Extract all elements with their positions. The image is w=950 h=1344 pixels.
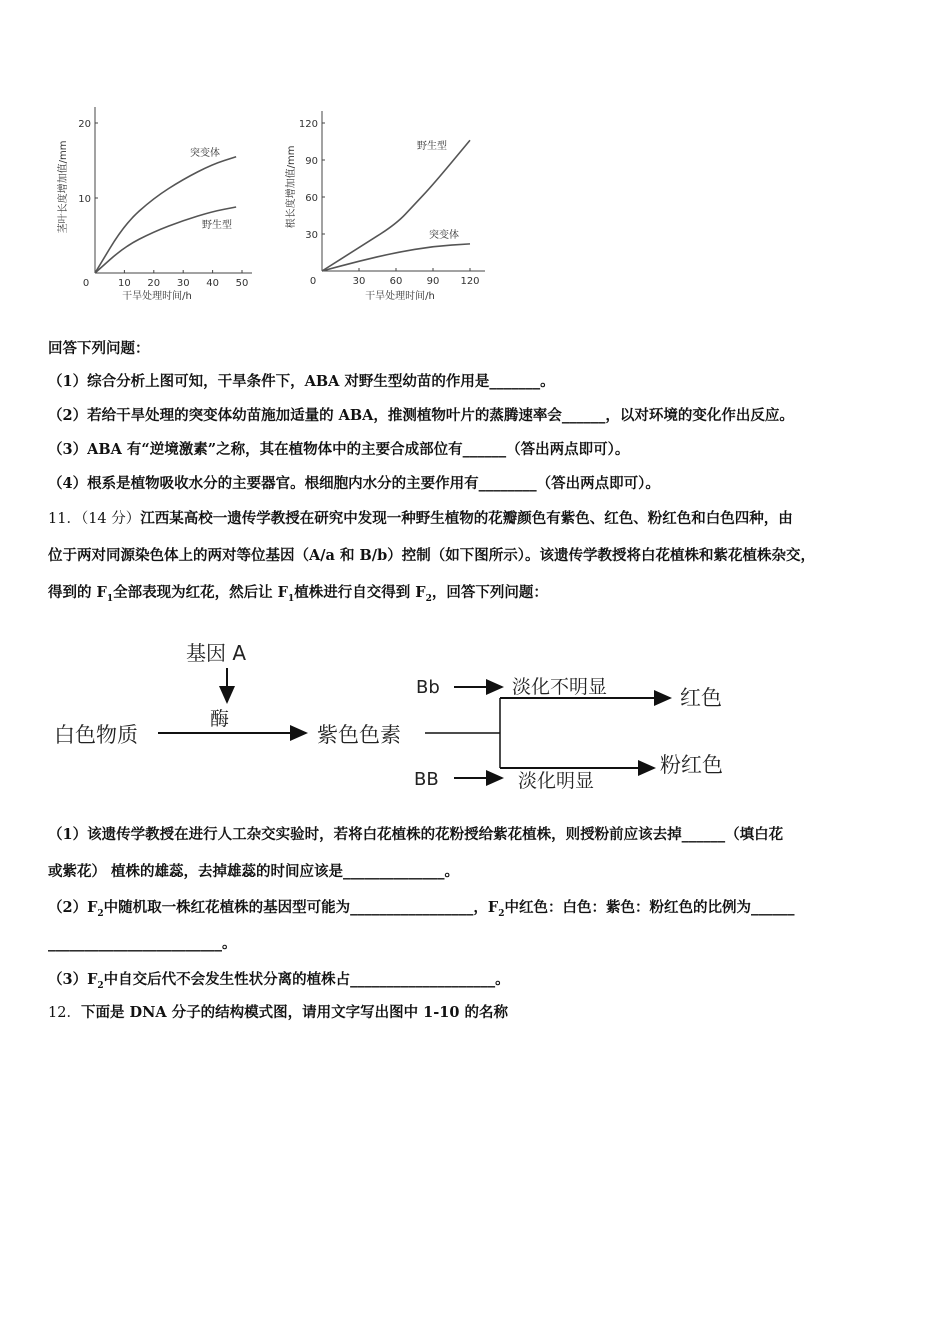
genotype-bb-top: Bb [416, 677, 440, 698]
q11-sub2-line2: ________________________。 [48, 935, 237, 952]
chart1-label-mutant: 突变体 [190, 148, 220, 159]
chart2-xlabel: 干旱处理时间/h [365, 291, 435, 302]
q11-number: 11． [48, 511, 81, 527]
q11-line3 [48, 581, 548, 604]
chart2-x-tick-label: 60 [389, 276, 403, 287]
q11-sub2-part2: 中随机取一株红花植株的基因型可能为_________________，F [103, 899, 499, 916]
chart2-label-wild: 野生型 [417, 141, 447, 152]
q11-line3-part2: 全部表现为红花，然后让 F [113, 584, 288, 601]
charts-area [40, 95, 500, 310]
q11-line1 [48, 507, 793, 528]
pink-label: 粉红色 [660, 753, 723, 777]
chart1-y-tick-label: 20 [78, 119, 91, 130]
weak-fade-label: 淡化不明显 [512, 676, 608, 698]
chart1-ylabel: 茎叶长度增加值/mm [58, 140, 69, 234]
q10-sub2: （2）若给干旱处理的突变体幼苗施加适量的 ABA，推测植物叶片的蒸腾速率会______，以对环境的变化作出反应。 [48, 407, 794, 424]
white-substance-label: 白色物质 [54, 723, 138, 747]
chart2-series-wild [322, 140, 470, 271]
chart2-x-tick-label: 90 [426, 276, 440, 287]
q10-sub1: （1）综合分析上图可知，干旱条件下，ABA 对野生型幼苗的作用是_______。 [48, 373, 555, 390]
chart2-y-tick-label: 120 [298, 119, 318, 130]
genotype-bb-bottom: BB [414, 769, 439, 790]
chart1-x-tick-label: 20 [147, 278, 161, 289]
red-label: 红色 [680, 686, 722, 710]
q11-line3-part1: 得到的 F [48, 584, 107, 601]
chart2-x-tick-label: 120 [460, 276, 480, 287]
gene-a-label: 基因 A [186, 641, 247, 665]
strong-fade-label: 淡化明显 [518, 770, 595, 792]
q11-text-1: 江西某高校一遗传学教授在研究中发现一种野生植物的花瓣颜色有紫色、红色、粉红色和白色四种，由 [140, 510, 793, 527]
chart1-label-wild: 野生型 [202, 220, 232, 231]
chart1-xlabel: 干旱处理时间/h [122, 291, 192, 302]
q11-sub3-part1: （3）F [48, 971, 98, 988]
chart1-x-tick-label: 50 [235, 278, 249, 289]
q11-sub3-sub: 2 [97, 980, 104, 991]
q11-sub-1: 1 [106, 593, 114, 604]
q11-sub2-line1 [48, 896, 794, 919]
q12-number: 12． [48, 1005, 81, 1021]
chart2-ylabel: 根长度增加值/mm [286, 145, 297, 229]
chart2-y-tick-label: 90 [305, 156, 318, 167]
q10-sub4: （4）根系是植物吸收水分的主要器官。根细胞内水分的主要作用有________（答出两点即可）。 [48, 475, 660, 492]
purple-pigment-label: 紫色色素 [317, 723, 401, 747]
chart1-series-wild [95, 207, 236, 273]
q11-line2: 位于两对同源染色体上的两对等位基因（A/a 和 B/b）控制（如下图所示）。该遗传学教授将白花植株和紫花植株杂交， [48, 547, 815, 564]
chart1-y-tick-label: 10 [78, 194, 91, 205]
q11-sub2-sub1: 2 [97, 908, 104, 919]
q11-sub-2: 1 [287, 593, 295, 604]
q11-line3-part3: 植株进行自交得到 F [294, 584, 426, 601]
chart2-y-tick-label: 30 [305, 230, 318, 241]
enzyme-label: 酶 [210, 708, 230, 730]
q11-sub2-sub2: 2 [498, 908, 505, 919]
q11-line3-part4: ，回答下列问题： [431, 584, 548, 601]
q10-intro: 回答下列问题： [48, 340, 150, 357]
pathway-diagram [40, 630, 760, 805]
q11-sub2-part3: 中红色：白色：紫色：粉红色的比例为______ [504, 899, 795, 916]
chart2-y-tick-label: 60 [305, 193, 318, 204]
q10-sub3: （3）ABA 有“逆境激素”之称，其在植物体中的主要合成部位有______（答出两点即可）。 [48, 441, 630, 458]
q12-text: 下面是 DNA 分子的结构模式图，请用文字写出图中 1-10 的名称 [80, 1004, 509, 1021]
q11-sub-3: 2 [425, 593, 432, 604]
chart2-x-tick-label: 0 [309, 276, 317, 287]
chart1-x-tick-label: 0 [82, 278, 90, 289]
q11-sub3 [48, 968, 510, 991]
chart1-x-tick-label: 30 [176, 278, 190, 289]
chart2-x-tick-label: 30 [352, 276, 366, 287]
q12-line [48, 1001, 508, 1022]
chart2-label-mutant: 突变体 [429, 230, 459, 241]
chart-stem-leaf [56, 107, 252, 302]
q11-sub3-part2: 中自交后代不会发生性状分离的植株占____________________。 [103, 971, 510, 988]
chart1-x-tick-label: 10 [118, 278, 131, 289]
q11-sub1-line1: （1）该遗传学教授在进行人工杂交实验时，若将白花植株的花粉授给紫花植株，则授粉前应该去掉______（填白花 [48, 826, 784, 843]
q11-score: （14 分） [80, 511, 141, 527]
q11-sub2-part1: （2）F [48, 899, 98, 916]
chart-root [284, 111, 485, 302]
chart1-x-tick-label: 40 [206, 278, 219, 289]
q11-sub1-line2: 或紫花） 植株的雄蕊，去掉雄蕊的时间应该是______________。 [48, 863, 460, 880]
chart1-series-mutant [95, 157, 236, 273]
